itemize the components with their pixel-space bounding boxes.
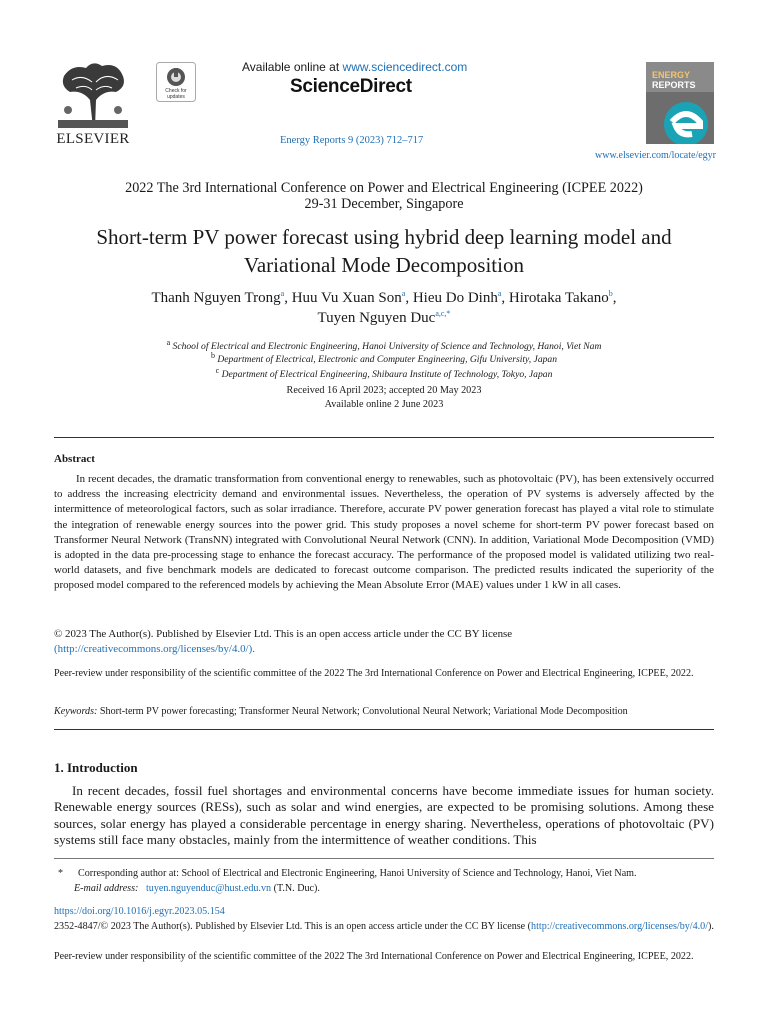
author-separator: , — [501, 290, 509, 306]
affiliation-b — [40, 351, 728, 365]
corresponding-author-text: Corresponding author at: School of Electrical and Electronic Engineering, Hanoi University of Science and Technology, Hanoi, Viet Nam. — [78, 868, 637, 879]
author-separator: , — [284, 290, 292, 306]
introduction-text: In recent decades, fossil fuel shortages and environmental concerns have become immediate issues for human society. Renewable energy sources (RESs), such as solar and wind energies, are expected to be promising solutions. Among these sources, solar energy has played a considerable percentage in energy sharing. Nevertheless, operations of photovoltaic (PV) systems still face many obstacles, mainly from the intermittence of weather conditions. This — [54, 783, 714, 848]
article-title-line1: Short-term PV power forecast using hybrid deep learning model and — [96, 225, 672, 249]
sciencedirect-brand: ScienceDirect — [290, 76, 412, 97]
author-affiliation-mark[interactable]: a,c,* — [435, 309, 451, 318]
peer-review-footnote: Peer-review under responsibility of the scientific committee of the 2022 The 3rd International Conference on Power and Electrical Engineering, ICPEE, 2022. — [54, 951, 694, 962]
affiliation-text: School of Electrical and Electronic Engineering, Hanoi University of Science and Technology, Hanoi, Viet Nam — [172, 341, 602, 353]
footnote-star: * — [58, 868, 64, 879]
author-affiliation-mark[interactable]: b — [608, 289, 613, 298]
check-updates-line2: updates — [167, 94, 185, 100]
journal-cover[interactable] — [646, 62, 714, 144]
author-affiliation-mark[interactable]: a — [497, 289, 502, 298]
keywords-list: Short-term PV power forecasting; Transformer Neural Network; Convolutional Neural Network; Variational Mode Decomposition — [99, 706, 628, 717]
check-for-updates-badge[interactable] — [156, 62, 196, 102]
author-name[interactable]: Hieu Do Dinh — [412, 290, 498, 306]
author-name[interactable]: Thanh Nguyen Trong — [151, 290, 281, 306]
affiliation-mark: c — [215, 366, 220, 375]
divider — [54, 437, 714, 438]
email-suffix: (T.N. Duc). — [273, 883, 320, 894]
corresponding-author-footnote — [54, 866, 714, 896]
publisher-name: ELSEVIER — [56, 131, 130, 147]
author-separator: , — [405, 290, 413, 306]
elsevier-tree-logo — [52, 60, 134, 130]
license-statement — [54, 627, 714, 657]
author-separator: , — [612, 290, 617, 306]
license-link[interactable]: (http://creativecommons.org/licenses/by/4.0/). — [54, 643, 255, 656]
sciencedirect-link[interactable]: www.sciencedirect.com — [342, 60, 468, 74]
divider — [54, 729, 714, 730]
rights-license-link[interactable]: http://creativecommons.org/licenses/by/4.0/ — [531, 921, 709, 932]
journal-homepage-link[interactable]: www.elsevier.com/locate/egyr — [595, 150, 716, 161]
affiliation-text: Department of Electrical, Electronic and Computer Engineering, Gifu University, Japan — [217, 354, 558, 366]
affiliation-c — [40, 366, 728, 380]
available-prefix: Available online at — [242, 60, 340, 74]
author-affiliation-mark[interactable]: a — [401, 289, 406, 298]
email-link[interactable]: tuyen.nguyenduc@hust.edu.vn — [145, 883, 272, 894]
affiliation-text: Department of Electrical Engineering, Shibaura Institute of Technology, Tokyo, Japan — [221, 369, 553, 381]
author-name[interactable]: Hirotaka Takano — [508, 290, 609, 306]
author-name[interactable]: Huu Vu Xuan Son — [291, 290, 402, 306]
cover-title-line2: REPORTS — [652, 80, 696, 90]
email-label: E-mail address: — [74, 883, 139, 894]
keywords-label: Keywords: — [54, 706, 98, 717]
article-title-line2: Variational Mode Decomposition — [244, 253, 524, 277]
license-text: © 2023 The Author(s). Published by Elsevier Ltd. This is an open access article under the CC BY license — [54, 628, 513, 640]
conference-name: 2022 The 3rd International Conference on Power and Electrical Engineering (ICPEE 2022) — [125, 180, 643, 196]
affiliation-mark: b — [210, 351, 215, 360]
available-online — [242, 60, 522, 74]
rights-text: 2352-4847/© 2023 The Author(s). Published by Elsevier Ltd. This is an open access article under the CC BY license ( — [54, 921, 532, 932]
author-list-line1 — [40, 289, 728, 307]
copyright-statement — [54, 920, 714, 935]
author-list-line2 — [40, 309, 728, 327]
doi-link[interactable]: https://doi.org/10.1016/j.egyr.2023.05.154 — [54, 906, 225, 917]
abstract-heading: Abstract — [54, 453, 95, 465]
peer-review-statement: Peer-review under responsibility of the scientific committee of the 2022 The 3rd International Conference on Power and Electrical Engineering, ICPEE, 2022. — [54, 668, 694, 679]
journal-reference[interactable]: Energy Reports 9 (2023) 712–717 — [280, 135, 424, 146]
cover-title-line1: ENERGY — [652, 70, 691, 80]
footnote-divider — [54, 858, 714, 859]
keywords — [54, 706, 714, 717]
received-date: Received 16 April 2023; accepted 20 May 2023 — [286, 385, 482, 396]
online-date: Available online 2 June 2023 — [324, 399, 444, 410]
section-heading-introduction: 1. Introduction — [54, 760, 138, 775]
check-updates-line1: Check for — [165, 88, 187, 94]
abstract-text: In recent decades, the dramatic transformation from conventional energy to renewables, such as photovoltaic (PV), has been extensively occurred to address the increasing electricity demand and environmental issues. Nevertheless, the operation of PV systems is adversely affected by the intermittence of meteorological factors, such as solar irradiance. Therefore, accurate PV power generation forecast has played a vital role to stimulate the integration of renewable energy sources into the power grid. This study proposes a novel scheme for short-term PV power forecast based on Transformer Neural Network (TransNN) integrated with Convolutional Neural Network (CNN). In addition, Variational Mode Decomposition (VMD) is adopted in the data pre-processing stage to enhance the forecast accuracy. The performance of the proposed model is validated utilizing two real-world datasets, and five benchmark models are dedicated to forecast outcome comparison. The predicted results indicated the superiority of the proposed model compared to the referenced models by achieving the Mean Absolute Error (MAE) values under 1 kW in all cases. — [54, 473, 714, 592]
affiliation-mark: a — [166, 338, 171, 347]
author-name[interactable]: Tuyen Nguyen Duc — [317, 310, 436, 326]
rights-end: ). — [708, 921, 714, 932]
author-affiliation-mark[interactable]: a — [280, 289, 285, 298]
conference-dates: 29-31 December, Singapore — [304, 196, 464, 212]
